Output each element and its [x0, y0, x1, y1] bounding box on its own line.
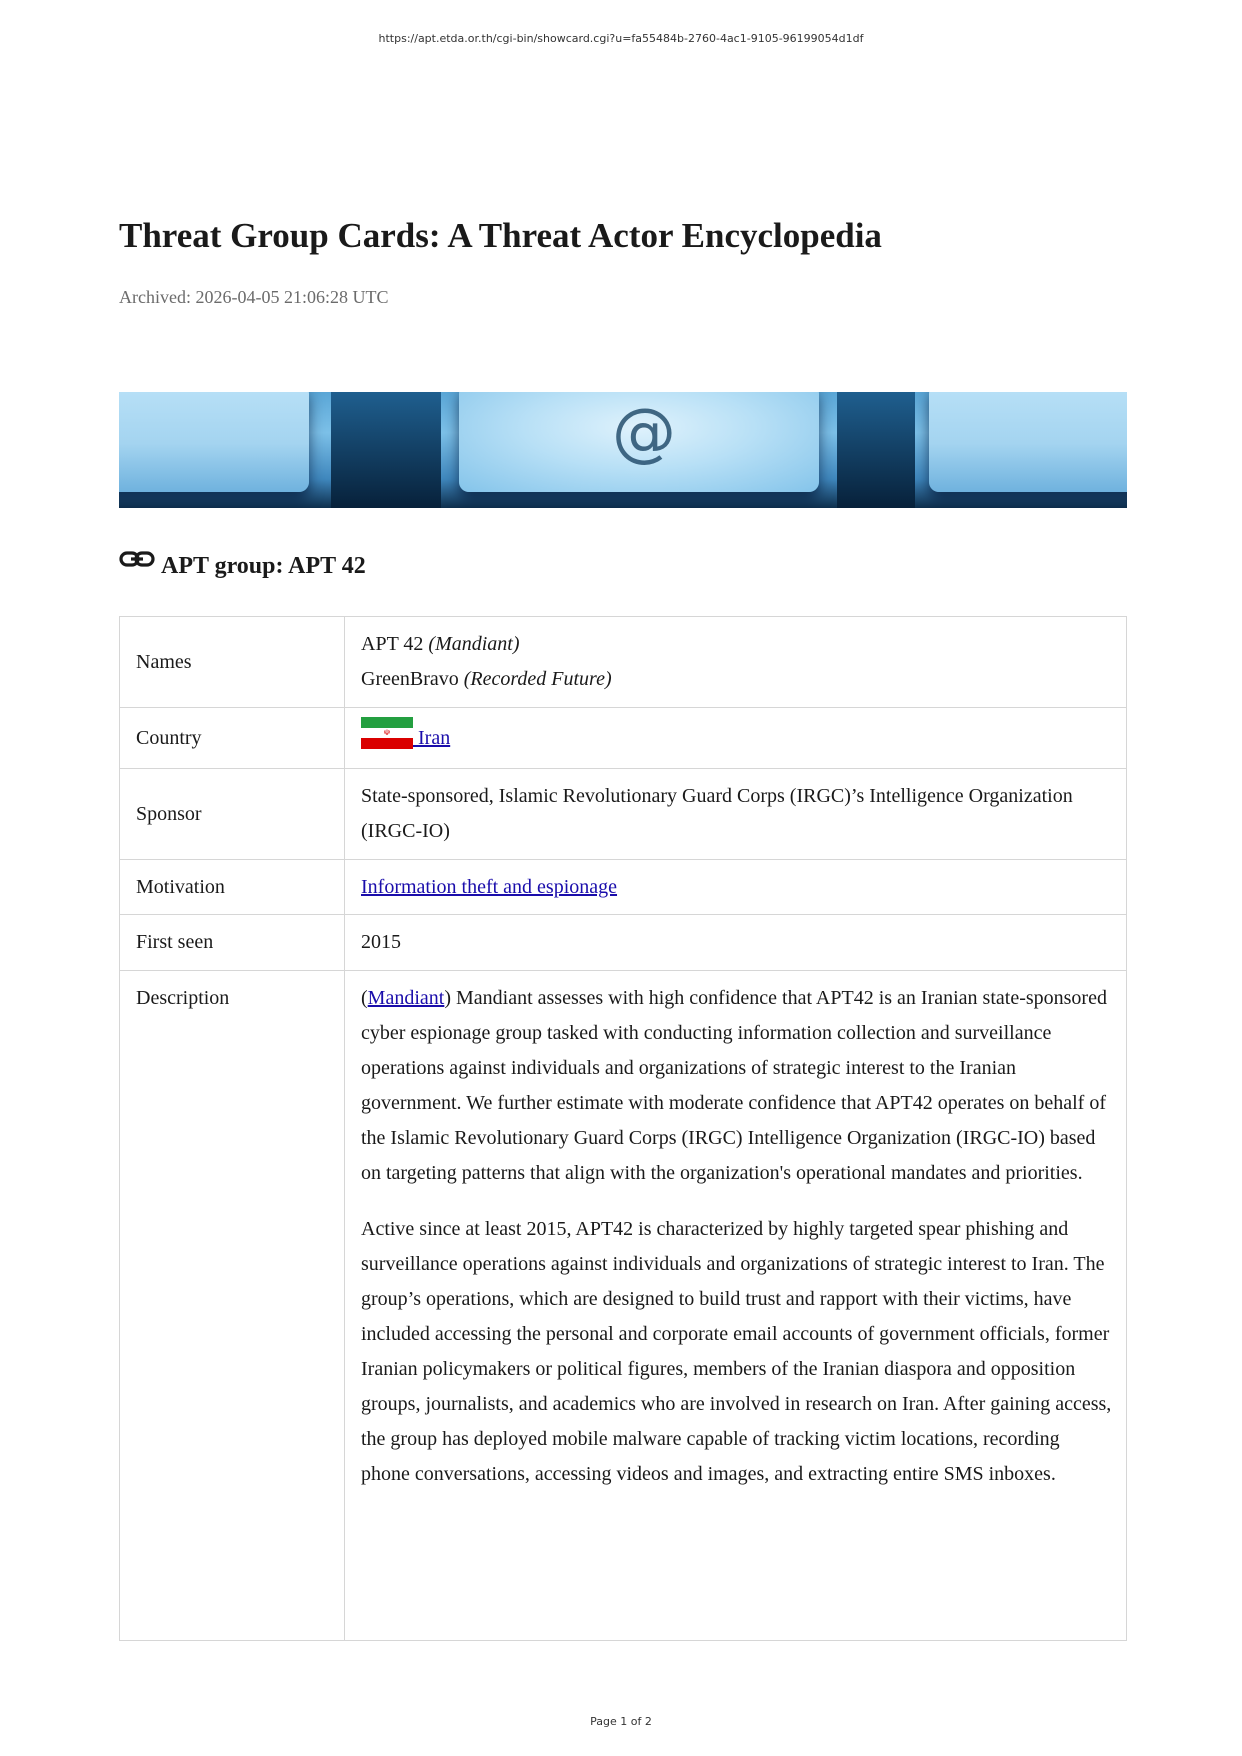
banner-keyboard-key — [119, 392, 309, 492]
sponsor-value: State-sponsored, Islamic Revolutionary Guard Corps (IRGC)’s Intelligence Organization (IRGC-IO) — [345, 769, 1127, 860]
first-seen-value: 2015 — [345, 915, 1127, 971]
description-value — [345, 971, 1127, 1641]
table-row — [120, 860, 1127, 915]
threat-group-card-table — [119, 616, 1127, 1641]
name-source: (Mandiant) — [428, 633, 520, 655]
banner-key-gap — [837, 392, 915, 508]
banner-key-gap — [331, 392, 441, 508]
name-entry — [361, 662, 1110, 697]
page-title: Threat Group Cards: A Threat Actor Encyclopedia — [119, 216, 882, 255]
archived-timestamp: Archived: 2026-04-05 21:06:28 UTC — [119, 287, 389, 307]
banner-keyboard-key — [929, 392, 1127, 492]
link-icon[interactable] — [119, 547, 155, 573]
description-paragraph: Active since at least 2015, APT42 is characterized by highly targeted spear phishing and surveillance operations against individuals and organizations of strategic interest to Iran. The group’s operations, which are designed to build trust and rapport with their victims, have included accessing the personal and corporate email accounts of government officials, former Iranian policymakers or political figures, members of the Iranian diaspora and opposition groups, journalists, and academics who are involved in research on Iran. After gaining access, the group has deployed mobile malware capable of tracking victim locations, recording phone conversations, accessing videos and images, and extracting entire SMS inboxes. — [361, 1218, 1112, 1485]
sponsor-label: Sponsor — [120, 769, 345, 860]
table-row — [120, 708, 1127, 769]
country-name: Iran — [418, 726, 451, 749]
iran-flag-icon: ☫ — [361, 717, 413, 749]
motivation-value — [345, 860, 1127, 915]
description-paragraph: (Mandiant) Mandiant assesses with high confidence that APT42 is an Iranian state-sponsored cyber espionage group tasked with conducting information collection and surveillance operations against individuals and organizations of strategic interest to the Iranian government. We further estimate with moderate confidence that APT42 operates on behalf of the Islamic Revolutionary Guard Corps (IRGC) Intelligence Organization (IRGC-IO) based on targeting patterns that align with the organization's operational mandates and priorities. — [361, 987, 1107, 1184]
page-url-header: https://apt.etda.or.th/cgi-bin/showcard.cgi?u=fa55484b-2760-4ac1-9105-96199054d1df — [378, 32, 864, 45]
motivation-link[interactable]: Information theft and espionage — [361, 875, 618, 898]
first-seen-label: First seen — [120, 915, 345, 971]
page-footer: Page 1 of 2 — [590, 1715, 652, 1728]
table-row — [120, 915, 1127, 971]
table-row — [120, 617, 1127, 708]
description-text: ) Mandiant assesses with high confidence that APT42 is an Iranian state-sponsored cyber espionage group tasked with conducting information collection and surveillance operations against individuals and organizations of strategic interest to the Iranian government. We further estimate with moderate confidence that APT42 operates on behalf of the Islamic Revolutionary Guard Corps (IRGC) Intelligence Organization (IRGC-IO) based on targeting patterns that align with the organization's operational mandates and priorities. — [361, 987, 1107, 1184]
table-row — [120, 769, 1127, 860]
country-value — [345, 708, 1127, 769]
section-heading — [119, 553, 366, 580]
names-label: Names — [120, 617, 345, 708]
country-label: Country — [120, 708, 345, 769]
name-entry — [361, 627, 1110, 662]
description-label: Description — [120, 971, 345, 1641]
name-text: APT 42 — [361, 633, 424, 655]
mandiant-source-link[interactable]: Mandiant — [367, 987, 445, 1009]
at-sign-icon: @ — [612, 396, 676, 470]
country-link[interactable] — [361, 727, 450, 749]
table-row — [120, 971, 1127, 1641]
name-text: GreenBravo — [361, 668, 459, 690]
name-source: (Recorded Future) — [463, 668, 612, 690]
group-heading: APT group: APT 42 — [161, 553, 366, 579]
names-value — [345, 617, 1127, 708]
banner-image — [119, 392, 1127, 508]
motivation-label: Motivation — [120, 860, 345, 915]
